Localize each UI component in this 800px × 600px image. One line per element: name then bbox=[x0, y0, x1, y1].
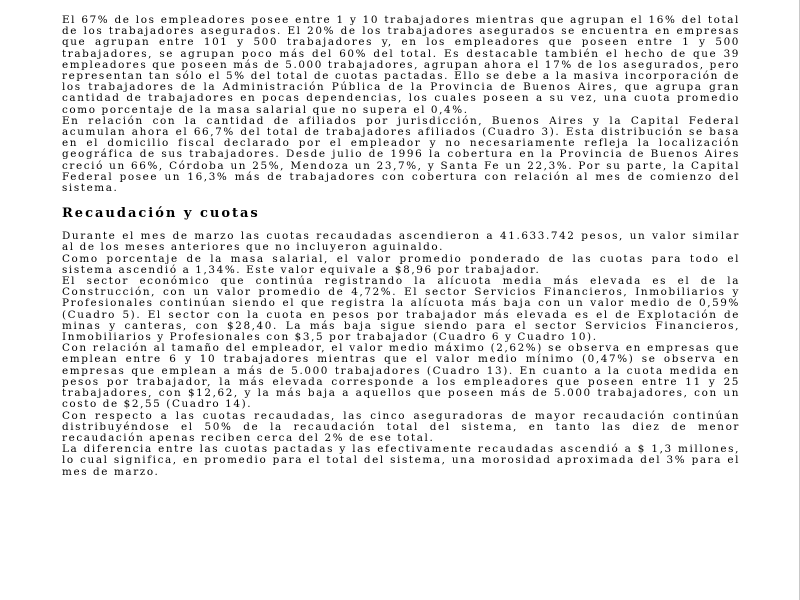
paragraph-march-collection: Durante el mes de marzo las cuotas recaudadas ascendieron a 41.633.742 pesos, un valor similar al de los meses anteriores que no incluyeron aguinaldo. bbox=[62, 230, 740, 254]
document-page bbox=[62, 15, 740, 478]
paragraph-employer-size: Con relación al tamaño del empleador, el valor medio máximo (2,62%) se observa en empresas que emplean entre 6 y 10 trabajadores mientras que el valor medio mínimo (0,47%) se observa en empresas que emplean a más de 5.000 trabajadores (Cuadro 13). En cuanto a la cuota medida en pesos por trabajador, la más elevada corresponde a los empleadores que poseen entre 11 y 25 trabajadores, con $12,62, y la más baja a aquellos que poseen más de 5.000 trabajadores, con un costo de $2,55 (Cuadro 14). bbox=[62, 342, 740, 411]
paragraph-jurisdiction: En relación con la cantidad de afiliados por jurisdicción, Buenos Aires y la Capital Federal acumulan ahora el 66,7% del total de trabajadores afiliados (Cuadro 3). Esta distribución se basa en el domicilio fiscal declarado por el empleador y no necesariamente refleja la localización geográfica de sus trabajadores. Desde julio de 1996 la cobertura en la Provincia de Buenos Aires creció un 66%, Córdoba un 25%, Mendoza un 23,7%, y Santa Fe un 22,3%. Por su parte, la Capital Federal posee un 16,3% más de trabajadores con cobertura con relación al mes de comienzo del sistema. bbox=[62, 114, 740, 195]
paragraph-economic-sector: El sector económico que continúa registrando la alícuota media más elevada es el de la Construcción, con un valor promedio de 4,72%. El sector Servicios Financieros, Inmobiliarios y Profesionales continúan siendo el que registra la alícuota más baja con un valor medio de 0,59% (Cuadro 5). El sector con la cuota en pesos por trabajador más elevada es el de Explotación de minas y canteras, con $28,40. La más baja sigue siendo para el sector Servicios Financieros, Inmobiliarios y Profesionales con $3,5 por trabajador (Cuadro 6 y Cuadro 10). bbox=[62, 275, 740, 344]
paragraph-insurers-collection: Con respecto a las cuotas recaudadas, las cinco aseguradoras de mayor recaudación continúan distribuyéndose el 50% de la recaudación total del sistema, en tanto las diez de menor recaudación apenas reciben cerca del 2% de ese total. bbox=[62, 409, 740, 444]
paragraph-salary-percentage: Como porcentaje de la masa salarial, el valor promedio ponderado de las cuotas para todo el sistema ascendió a 1,34%. Este valor equivale a $8,96 por trabajador. bbox=[62, 252, 740, 276]
section-heading-recaudacion: Recaudación y cuotas bbox=[62, 206, 260, 222]
spacer bbox=[62, 194, 740, 206]
paragraph-delinquency: La diferencia entre las cuotas pactadas y las efectivamente recaudadas ascendió a $ 1,3 millones, lo cual significa, en promedio para el total del sistema, una morosidad aproximada del 3% para el mes de marzo. bbox=[62, 443, 740, 478]
paragraph-employers-distribution: El 67% de los empleadores posee entre 1 y 10 trabajadores mientras que agrupan el 16% del total de los trabajadores asegurados. El 20% de los trabajadores asegurados se encuentra en empresas que agrupan entre 101 y 500 trabajadores y, en los empleadores que poseen entre 1 y 500 trabajadores, se agrupan poco más del 60% del total. Es destacable también el hecho de que 39 empleadores que poseen más de 5.000 trabajadores, agrupan ahora el 17% de los asegurados, pero representan tan sólo el 5% del total de cuotas pactadas. Ello se debe a la masiva incorporación de los trabajadores de la Administración Pública de la Provincia de Buenos Aires, que agrupa gran cantidad de trabajadores en pocas dependencias, los cuales poseen a su vez, una cuota promedio como porcentaje de la masa salarial que no supera el 0,4%. bbox=[62, 14, 740, 116]
